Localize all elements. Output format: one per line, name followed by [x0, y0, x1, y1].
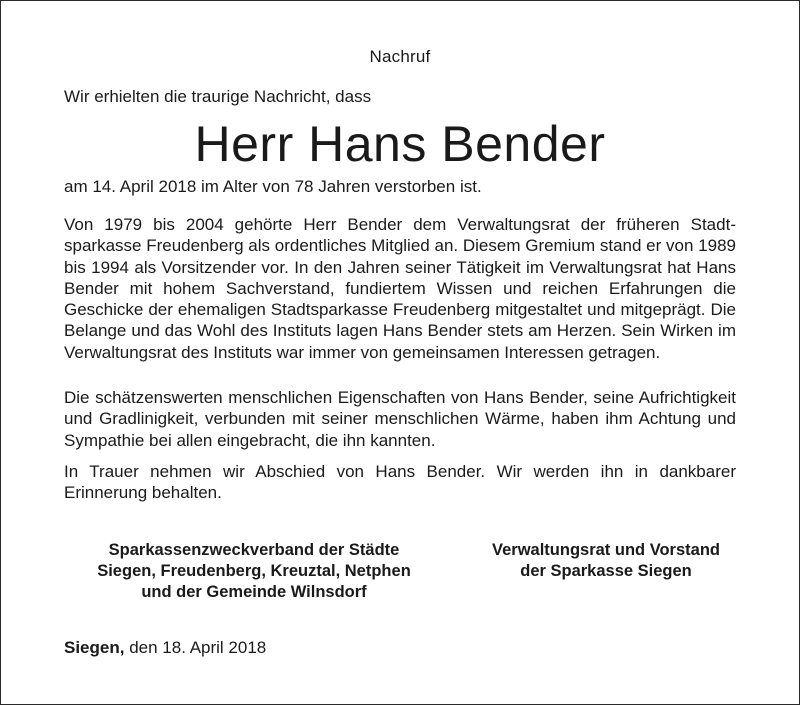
deceased-name: Herr Hans Bender: [194, 116, 606, 172]
paragraph-character: Die schätzenswerten menschlichen Eigenschaften von Hans Bender, seine Aufrichtigkeit und Gradlinigkeit, verbunden mit seiner menschlichen Wärme, haben ihm Achtung und Sympathie bei allen eingebracht, die ihn kannten.: [64, 388, 736, 450]
signatory-board: [470, 540, 742, 582]
place-name: Siegen,: [64, 638, 125, 657]
signatory-line: der Sparkasse Siegen: [520, 562, 692, 580]
death-date-text: am 14. April 2018 im Alter von 78 Jahren verstorben ist.: [64, 177, 482, 196]
place-date-line: [64, 638, 266, 658]
signatory-line: und der Gemeinde Wilnsdorf: [141, 583, 367, 601]
notice-date: den 18. April 2018: [124, 638, 267, 657]
signatory-line: Sparkassenzweckverband der Städte: [108, 541, 400, 559]
signatory-line: Verwaltungsrat und Vorstand: [492, 541, 720, 559]
signatory-line: Siegen, Freudenberg, Kreuztal, Netphen: [97, 562, 411, 580]
notice-heading: Nachruf: [369, 47, 431, 66]
signatory-association: [64, 540, 444, 603]
paragraph-farewell: In Trauer nehmen wir Abschied von Hans Bender. Wir werden ihn in dankbarer Erinnerung behalten.: [64, 462, 736, 503]
paragraph-career: Von 1979 bis 2004 gehörte Herr Bender dem Verwaltungsrat der früheren Stadtsparkasse Freudenberg als ordentliches Mitglied an. Diesem Gremium stand er von 1989 bis 1994 als Vorsitzender vor. In den Jahren seiner Tätigkeit im Verwaltungsrat hat Hans Bender mit hohem Sachverstand, fundiertem Wissen und reichen Erfahrungen die Geschicke der ehemaligen Stadtsparkasse Freudenberg mitgestaltet und mitgeprägt. Die Belange und das Wohl des Instituts lagen Hans Bender stets am Herzen. Sein Wirken im Verwaltungsrat des Instituts war immer von gemeinsamen Interessen getragen.: [64, 215, 736, 362]
intro-text: Wir erhielten die traurige Nachricht, dass: [64, 87, 372, 106]
